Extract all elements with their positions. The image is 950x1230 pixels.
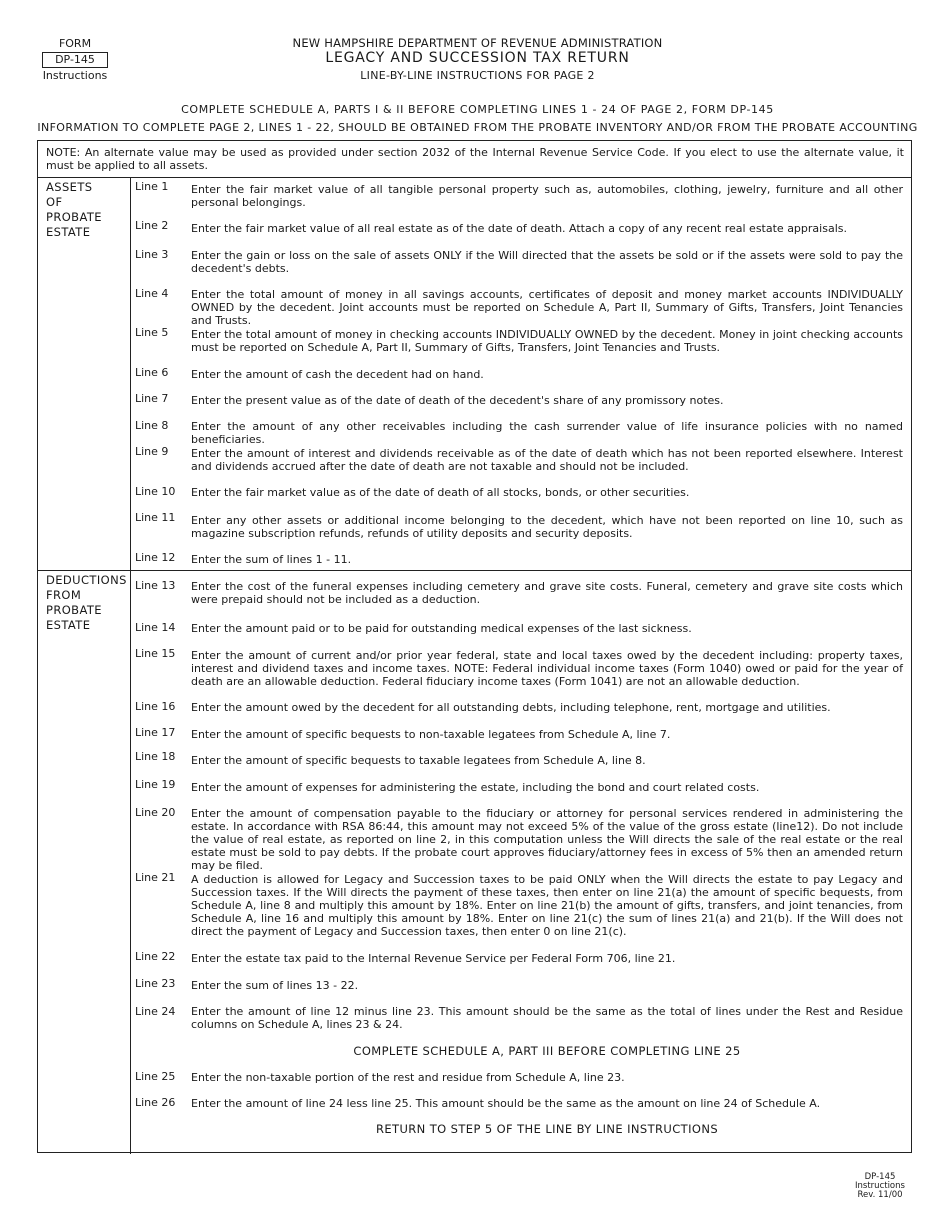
line-text: Enter the sum of lines 13 - 22. bbox=[191, 979, 359, 992]
line-text: Enter the fair market value of all tangible personal property such as, automobiles, clothing, jewelry, furniture and all other personal belongings. bbox=[191, 183, 903, 209]
line-text: Enter the amount of compensation payable to the fiduciary or attorney for personal services rendered in administering the estate. In accordance with RSA 86:44, this amount may not exceed 5% of the value of the gross estate (line12). Do not include the value of real estate, as reported on line 2, in this computation unless the Will directs the sale of the real estate or the real estate must be sold to pay debts. If the probate court approves fiduciary/attorney fees in excess of 5% then an amended return may be filed. bbox=[191, 807, 903, 872]
line-text: Enter the amount of expenses for administering the estate, including the bond and court related costs. bbox=[191, 781, 760, 794]
line-text: Enter the amount owed by the decedent for all outstanding debts, including telephone, rent, mortgage and utilities. bbox=[191, 701, 831, 714]
line-text: Enter the gain or loss on the sale of assets ONLY if the Will directed that the assets be sold or if the assets were sold to pay the decedent's debts. bbox=[191, 249, 903, 275]
page-title: LEGACY AND SUCCESSION TAX RETURN bbox=[325, 50, 630, 66]
line-text: Enter the sum of lines 1 - 11. bbox=[191, 553, 352, 566]
column-divider bbox=[130, 177, 131, 1154]
form-sub: Instructions bbox=[42, 69, 108, 82]
line-label: Line 26 bbox=[135, 1096, 176, 1109]
line-text: Enter the fair market value as of the date of death of all stocks, bonds, or other securities. bbox=[191, 486, 690, 499]
footer-form-id: DP-145 Instructions Rev. 11/00 bbox=[855, 1172, 905, 1200]
line-label: Line 17 bbox=[135, 726, 176, 739]
line-label: Line 15 bbox=[135, 647, 176, 660]
line-label: Line 4 bbox=[135, 287, 169, 300]
line-text: Enter the total amount of money in all savings accounts, certificates of deposit and money market accounts INDIVIDUALLY OWNED by the decedent. Joint accounts must be reported on Schedule A, Part II, Summary of Gifts, Transfers, Joint Tenancies and Trusts. bbox=[191, 288, 903, 327]
line-label: Line 14 bbox=[135, 621, 176, 634]
line-text: Enter the amount of specific bequests to non-taxable legatees from Schedule A, line 7. bbox=[191, 728, 671, 741]
line-text: Enter the amount of current and/or prior year federal, state and local taxes owed by the decedent including: property taxes, interest and dividend taxes and income taxes. NOTE: Federal individual income taxes (Form 1040) owed or paid for the year of death are an allowable deduction. Federal fiduciary income taxes (Form 1041) are not an allowable deduction. bbox=[191, 649, 903, 688]
line-text: Enter the present value as of the date of death of the decedent's share of any promissory notes. bbox=[191, 394, 724, 407]
line-label: Line 20 bbox=[135, 806, 176, 819]
line-label: Line 19 bbox=[135, 778, 176, 791]
line-label: Line 5 bbox=[135, 326, 169, 339]
line-text: Enter the amount of any other receivables including the cash surrender value of life insurance policies with no named beneficiaries. bbox=[191, 420, 903, 446]
section-deductions: DEDUCTIONS FROM PROBATE ESTATE bbox=[46, 573, 127, 632]
line-text: Enter the cost of the funeral expenses including cemetery and grave site costs. Funeral, cemetery and grave site costs which were prepaid should not be included as a deduction. bbox=[191, 580, 903, 606]
line-label: Line 12 bbox=[135, 551, 176, 564]
line-text: Enter any other assets or additional income belonging to the decedent, which have not been reported on line 10, such as magazine subscription refunds, refunds of utility deposits and security deposits. bbox=[191, 514, 903, 540]
line-label: Line 23 bbox=[135, 977, 176, 990]
line-text: Enter the amount of line 12 minus line 23. This amount should be the same as the total of lines under the Rest and Residue columns on Schedule A, lines 23 & 24. bbox=[191, 1005, 903, 1031]
line-text: Enter the fair market value of all real estate as of the date of death. Attach a copy of any recent real estate appraisals. bbox=[191, 222, 847, 235]
divider bbox=[38, 570, 911, 571]
line-label: Line 7 bbox=[135, 392, 169, 405]
line-label: Line 3 bbox=[135, 248, 169, 261]
line-text: Enter the amount of cash the decedent had on hand. bbox=[191, 368, 484, 381]
line-text: Enter the non-taxable portion of the rest and residue from Schedule A, line 23. bbox=[191, 1071, 625, 1084]
line-label: Line 11 bbox=[135, 511, 176, 524]
instructions-table bbox=[37, 140, 912, 1153]
form-label: FORM bbox=[58, 37, 92, 50]
line-label: Line 10 bbox=[135, 485, 176, 498]
line-label: Line 6 bbox=[135, 366, 169, 379]
schedule-a-part-iii-note: COMPLETE SCHEDULE A, PART III BEFORE COMPLETING LINE 25 bbox=[353, 1044, 741, 1058]
line-label: Line 22 bbox=[135, 950, 176, 963]
line-text: Enter the total amount of money in checking accounts INDIVIDUALLY OWNED by the decedent. Money in joint checking accounts must be reported on Schedule A, Part II, Summary of Gifts, Transfers, Joint Tenancies and Trusts. bbox=[191, 328, 903, 354]
line-label: Line 24 bbox=[135, 1005, 176, 1018]
line-label: Line 2 bbox=[135, 219, 169, 232]
line-text: Enter the amount of line 24 less line 25. This amount should be the same as the amount on line 24 of Schedule A. bbox=[191, 1097, 821, 1110]
page-subtitle: LINE-BY-LINE INSTRUCTIONS FOR PAGE 2 bbox=[360, 69, 595, 82]
line-label: Line 8 bbox=[135, 419, 169, 432]
line-label: Line 9 bbox=[135, 445, 169, 458]
divider bbox=[38, 177, 911, 178]
line-label: Line 25 bbox=[135, 1070, 176, 1083]
line-text: Enter the amount of interest and dividends receivable as of the date of death which has not been reported elsewhere. Interest and dividends accrued after the date of death are not taxable and should not be included. bbox=[191, 447, 903, 473]
return-to-step-note: RETURN TO STEP 5 OF THE LINE BY LINE INSTRUCTIONS bbox=[375, 1122, 719, 1136]
instruction-note-1: COMPLETE SCHEDULE A, PARTS I & II BEFORE COMPLETING LINES 1 - 24 OF PAGE 2, FORM DP-145 bbox=[181, 103, 774, 116]
alternate-value-note: NOTE: An alternate value may be used as provided under section 2032 of the Internal Revenue Service Code. If you elect to use the alternate value, it must be applied to all assets. bbox=[46, 146, 904, 172]
line-label: Line 1 bbox=[135, 180, 169, 193]
instruction-note-2: INFORMATION TO COMPLETE PAGE 2, LINES 1 - 22, SHOULD BE OBTAINED FROM THE PROBATE INVENTORY AND/OR FROM THE PROBATE ACCOUNTING bbox=[37, 121, 918, 134]
line-label: Line 16 bbox=[135, 700, 176, 713]
line-text: Enter the amount of specific bequests to taxable legatees from Schedule A, line 8. bbox=[191, 754, 646, 767]
department-name: NEW HAMPSHIRE DEPARTMENT OF REVENUE ADMINISTRATION bbox=[292, 36, 663, 50]
line-text: Enter the estate tax paid to the Internal Revenue Service per Federal Form 706, line 21. bbox=[191, 952, 676, 965]
line-label: Line 21 bbox=[135, 871, 176, 884]
line-text: A deduction is allowed for Legacy and Succession taxes to be paid ONLY when the Will directs the estate to pay Legacy and Succession taxes. If the Will directs the payment of these taxes, then enter on line 21(a) the amount of specific bequests, from Schedule A, line 8 and multiply this amount by 18%. Enter on line 21(b) the amount of gifts, transfers, and joint tenancies, from Schedule A, line 16 and multiply this amount by 18%. Enter on line 21(c) the sum of lines 21(a) and 21(b). If the Will does not direct the payment of Legacy and Succession taxes, then enter 0 on line 21(c). bbox=[191, 873, 903, 938]
line-label: Line 18 bbox=[135, 750, 176, 763]
form-number: DP-145 bbox=[42, 52, 108, 68]
line-text: Enter the amount paid or to be paid for outstanding medical expenses of the last sickness. bbox=[191, 622, 692, 635]
line-label: Line 13 bbox=[135, 579, 176, 592]
section-assets: ASSETS OF PROBATE ESTATE bbox=[46, 180, 102, 239]
